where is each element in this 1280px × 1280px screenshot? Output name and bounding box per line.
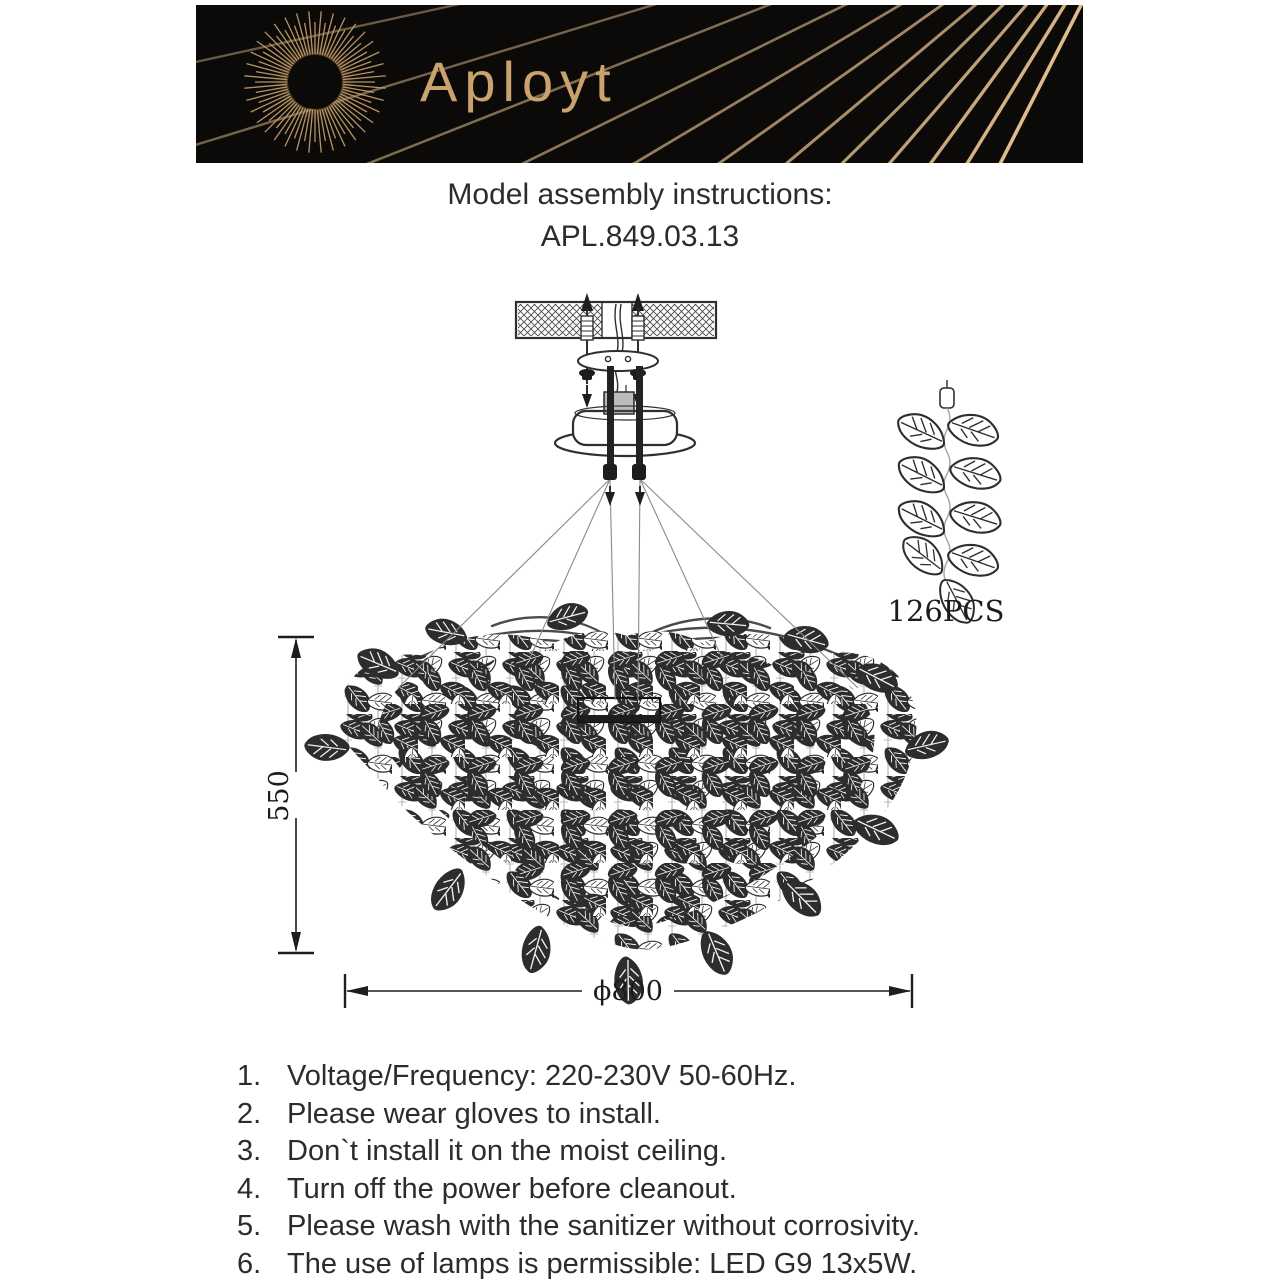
leaf-strand-detail	[888, 380, 1005, 629]
instruction-item	[237, 1096, 920, 1134]
instruction-number: 2.	[237, 1097, 262, 1130]
brand-name: Aployt	[420, 50, 618, 113]
instruction-item	[237, 1058, 920, 1096]
model-number: APL.849.03.13	[540, 220, 740, 253]
instruction-text: Please wear gloves to install.	[287, 1097, 661, 1130]
chandelier-body	[303, 600, 950, 1004]
instruction-number: 6.	[237, 1247, 262, 1280]
document-title: Model assembly instructions:	[447, 178, 833, 211]
instruction-text: Don`t install it on the moist ceiling.	[287, 1135, 728, 1168]
instruction-text: Please wash with the sanitizer without corrosivity.	[287, 1210, 920, 1243]
instruction-item	[237, 1133, 920, 1171]
diameter-dimension-label: ϕ800	[593, 976, 663, 1007]
instruction-text: The use of lamps is permissible: LED G9 13x5W.	[287, 1247, 918, 1280]
instruction-number: 5.	[237, 1210, 262, 1243]
instruction-list	[237, 1058, 920, 1280]
mounting-plate	[578, 351, 658, 371]
wing-nut-left	[579, 369, 595, 408]
parts-count-label: 126PCS	[887, 594, 1005, 628]
instruction-text: Turn off the power before cleanout.	[287, 1172, 737, 1205]
instruction-item	[237, 1171, 920, 1209]
height-dimension	[264, 637, 314, 953]
diameter-dimension	[345, 974, 912, 1008]
instruction-text: Voltage/Frequency: 220-230V 50-60Hz.	[287, 1060, 797, 1093]
height-dimension-label: 550	[264, 770, 295, 822]
banner-decoration	[196, 5, 1083, 163]
instruction-item	[237, 1246, 920, 1280]
title-block	[0, 174, 1280, 258]
instruction-number: 4.	[237, 1172, 262, 1205]
instruction-number: 3.	[237, 1135, 262, 1168]
instruction-item	[237, 1208, 920, 1246]
ceiling-mount	[516, 293, 716, 506]
assembly-diagram	[230, 280, 1050, 1040]
instruction-number: 1.	[237, 1060, 262, 1093]
brand-banner	[196, 5, 1083, 163]
sunburst-center	[288, 55, 342, 109]
